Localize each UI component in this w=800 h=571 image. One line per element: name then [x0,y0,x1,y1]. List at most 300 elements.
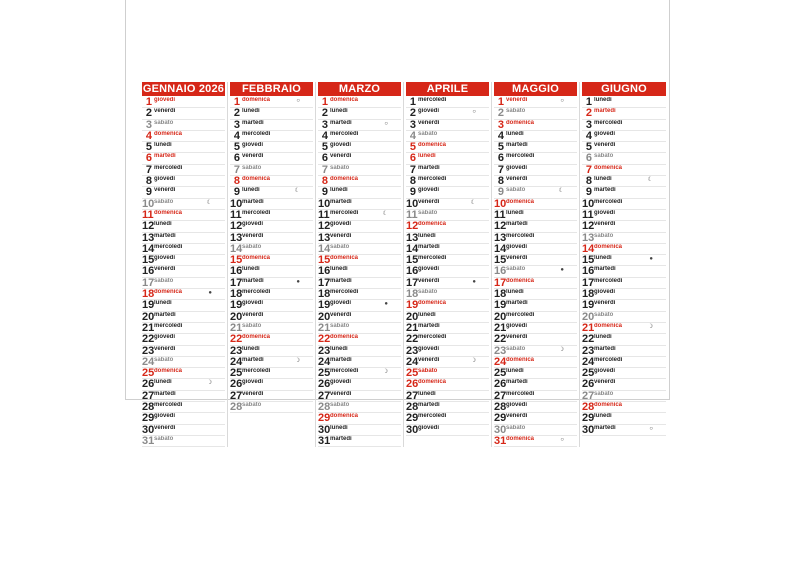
weekday-label: martedì [594,266,616,273]
weekday-label: venerdì [330,153,352,160]
day-row [142,278,225,289]
day-row [582,391,666,402]
moon-phase-icon: ○ [560,436,564,443]
day-row [406,210,489,221]
day-number: 3 [409,119,416,131]
day-row [142,153,225,164]
day-number: 25 [582,368,595,380]
day-number: 21 [582,322,595,334]
weekday-label: domenica [330,334,359,341]
weekday-label: martedì [242,119,264,126]
weekday-label: mercoledì [242,368,271,375]
moon-phase-icon: ○ [384,120,388,127]
day-row [142,187,225,198]
day-number: 1 [497,97,504,108]
day-number: 11 [142,209,154,221]
day-number: 26 [142,379,155,391]
day-number: 16 [142,266,155,278]
weekday-label: martedì [418,243,440,250]
day-number: 17 [494,277,507,289]
day-number: 7 [585,164,592,176]
weekday-label: venerdì [418,277,440,284]
day-number: 1 [145,97,152,108]
weekday-label: venerdì [594,221,616,228]
day-row [142,221,225,232]
day-row [142,97,225,108]
day-row [494,391,577,402]
weekday-label: giovedì [242,379,264,386]
day-row [582,153,666,164]
moon-phase-icon: ☽ [294,357,300,364]
day-number: 4 [497,130,504,142]
weekday-label: giovedì [154,97,176,103]
weekday-label: mercoledì [330,368,359,375]
weekday-label: giovedì [418,187,440,194]
day-row [494,221,577,232]
day-row [406,176,489,187]
day-number: 20 [494,311,507,323]
day-number: 28 [230,402,243,414]
weekday-label: domenica [418,379,447,386]
month-header: GENNAIO 2026 [142,83,225,95]
day-number: 24 [230,356,243,368]
day-row [142,108,225,119]
day-row [318,165,401,176]
day-row [406,165,489,176]
weekday-label: martedì [330,119,352,126]
day-row [142,413,225,424]
day-number: 18 [318,289,331,301]
weekday-label: venerdì [242,311,264,318]
day-number: 23 [494,345,507,357]
month-column [140,82,228,447]
day-number: 1 [233,97,240,108]
weekday-label: domenica [418,221,447,228]
day-row [230,357,313,368]
day-number: 25 [142,368,155,380]
day-row [494,165,577,176]
day-number: 31 [142,435,155,447]
day-number: 6 [321,153,328,165]
day-number: 12 [318,221,331,233]
day-row [230,199,313,210]
weekday-label: lunedì [154,142,172,149]
day-number: 1 [321,97,328,108]
day-row [582,165,666,176]
day-number: 24 [406,356,419,368]
day-number: 29 [142,413,155,425]
weekday-label: lunedì [418,311,436,318]
weekday-label: domenica [242,176,271,183]
day-number: 23 [318,345,331,357]
weekday-label: lunedì [330,187,348,194]
weekday-label: sabato [154,198,174,205]
day-number: 18 [582,289,595,301]
weekday-label: venerdì [506,334,528,341]
day-row [406,346,489,357]
weekday-label: venerdì [330,390,352,397]
weekday-label: giovedì [506,164,528,171]
day-number: 1 [409,97,416,108]
day-number: 24 [318,356,331,368]
weekday-label: martedì [506,300,528,307]
day-number: 11 [494,209,506,221]
day-row [582,97,666,108]
day-row [406,233,489,244]
weekday-label: sabato [418,289,438,296]
day-number: 7 [409,164,416,176]
day-number: 10 [142,198,155,210]
day-row [142,165,225,176]
day-row [230,176,313,187]
weekday-label: mercoledì [154,322,183,329]
day-number: 12 [406,221,419,233]
day-number: 23 [406,345,419,357]
day-row [582,131,666,142]
day-number: 19 [318,300,331,312]
day-number: 27 [230,390,243,402]
day-row [494,120,577,131]
weekday-label: sabato [506,266,526,273]
day-row [318,436,401,447]
day-row [494,357,577,368]
day-number: 26 [406,379,419,391]
day-number: 16 [494,266,507,278]
day-number: 19 [582,300,595,312]
day-number: 12 [142,221,155,233]
day-number: 7 [497,164,504,176]
weekday-label: martedì [154,390,176,397]
weekday-label: domenica [330,176,359,183]
day-number: 20 [582,311,595,323]
day-number: 6 [233,153,240,165]
day-row [318,108,401,119]
weekday-label: venerdì [594,379,616,386]
day-number: 25 [318,368,331,380]
day-number: 13 [494,232,507,244]
weekday-label: giovedì [594,130,616,137]
day-number: 9 [497,187,504,199]
weekday-label: venerdì [154,345,176,352]
day-number: 12 [230,221,243,233]
weekday-label: martedì [242,198,264,205]
day-row [230,323,313,334]
day-row [406,142,489,153]
weekday-label: mercoledì [154,243,183,250]
day-number: 12 [494,221,507,233]
day-row [142,120,225,131]
weekday-label: domenica [506,356,535,363]
weekday-label: domenica [330,413,359,420]
weekday-label: domenica [506,277,535,284]
weekday-label: lunedì [418,390,436,397]
day-number: 10 [582,198,595,210]
weekday-label: domenica [594,402,623,409]
weekday-label: mercoledì [242,289,271,296]
day-number: 16 [318,266,331,278]
day-row [406,153,489,164]
weekday-label: lunedì [506,209,524,216]
day-row [494,266,577,277]
day-row [494,346,577,357]
day-row [494,233,577,244]
day-number: 30 [142,424,155,436]
day-row [230,142,313,153]
day-number: 4 [145,130,152,142]
day-number: 20 [406,311,419,323]
day-row [318,357,401,368]
weekday-label: giovedì [330,379,352,386]
day-number: 5 [409,142,416,154]
day-row [582,323,666,334]
day-number: 16 [406,266,419,278]
day-row [582,289,666,300]
day-row [318,323,401,334]
day-row [406,425,489,436]
weekday-label: domenica [506,198,535,205]
day-row [318,266,401,277]
day-number: 20 [318,311,331,323]
weekday-label: giovedì [242,221,264,228]
day-row [494,187,577,198]
weekday-label: lunedì [594,97,612,103]
month-column [404,82,492,447]
day-number: 2 [321,108,328,120]
weekday-label: giovedì [418,108,440,115]
weekday-label: giovedì [154,255,176,262]
month-header: MARZO [318,82,401,96]
day-number: 10 [494,198,507,210]
day-row [142,323,225,334]
day-number: 23 [230,345,243,357]
weekday-label: martedì [330,435,352,442]
day-number: 22 [406,334,419,346]
weekday-label: venerdì [506,413,528,420]
day-number: 17 [318,277,331,289]
weekday-label: mercoledì [506,390,535,397]
weekday-label: sabato [242,402,262,409]
weekday-label: martedì [154,153,176,160]
day-number: 29 [406,413,419,425]
weekday-label: lunedì [418,232,436,239]
weekday-label: mercoledì [330,130,359,137]
weekday-label: venerdì [242,153,264,160]
day-number: 18 [406,289,419,301]
weekday-label: mercoledì [418,97,447,103]
day-row [406,334,489,345]
day-row [318,199,401,210]
day-row [494,142,577,153]
day-number: 29 [318,413,331,425]
weekday-label: venerdì [506,255,528,262]
day-row [318,391,401,402]
day-number: 21 [494,322,507,334]
day-row [230,120,313,131]
day-row [318,312,401,323]
day-row [142,176,225,187]
weekday-label: giovedì [330,221,352,228]
day-number: 9 [585,187,592,199]
day-row [582,368,666,379]
day-row [230,278,313,289]
day-number: 3 [321,119,328,131]
moon-phase-icon: ● [649,256,653,263]
day-number: 21 [406,322,419,334]
weekday-label: sabato [594,390,614,397]
day-row [230,255,313,266]
weekday-label: lunedì [594,334,612,341]
day-row [142,255,225,266]
day-row [230,402,313,413]
day-row [582,244,666,255]
day-number: 21 [142,322,155,334]
day-number: 8 [321,176,328,188]
day-row [142,142,225,153]
weekday-label: giovedì [154,413,176,420]
day-number: 14 [494,243,507,255]
day-row [318,153,401,164]
weekday-label: sabato [154,356,174,363]
weekday-label: domenica [594,164,623,171]
day-number: 25 [406,368,419,380]
day-number: 16 [582,266,595,278]
day-row [318,334,401,345]
weekday-label: domenica [154,209,183,216]
weekday-label: sabato [330,243,350,250]
day-row [494,210,577,221]
day-row [494,413,577,424]
weekday-label: venerdì [506,176,528,183]
weekday-label: lunedì [418,153,436,160]
day-row [230,233,313,244]
day-row [494,402,577,413]
day-number: 8 [585,176,592,188]
day-row [230,391,313,402]
day-number: 19 [142,300,155,312]
day-number: 29 [494,413,507,425]
weekday-label: sabato [242,322,262,329]
calendar-grid [140,82,668,447]
day-row [318,300,401,311]
day-number: 28 [406,402,419,414]
day-row [318,368,401,379]
day-row [494,425,577,436]
day-number: 6 [409,153,416,165]
weekday-label: martedì [330,198,352,205]
day-row [406,120,489,131]
moon-phase-icon: ☾ [294,188,300,195]
weekday-label: martedì [594,187,616,194]
day-number: 18 [494,289,507,301]
weekday-label: mercoledì [418,413,447,420]
day-number: 15 [406,255,419,267]
day-row [406,244,489,255]
weekday-label: mercoledì [330,289,359,296]
day-number: 19 [230,300,243,312]
day-row [142,357,225,368]
day-number: 6 [497,153,504,165]
day-row [406,357,489,368]
day-number: 4 [233,130,240,142]
day-row [142,289,225,300]
weekday-label: domenica [330,255,359,262]
day-number: 2 [409,108,416,120]
day-row [318,278,401,289]
month-column [228,82,316,447]
moon-phase-icon: ☽ [558,346,564,353]
day-number: 15 [318,255,331,267]
day-row [582,255,666,266]
day-number: 30 [582,424,595,436]
day-number: 8 [233,176,240,188]
weekday-label: sabato [154,119,174,126]
weekday-label: lunedì [594,255,612,262]
day-number: 26 [582,379,595,391]
day-row [230,97,313,108]
weekday-label: mercoledì [154,402,183,409]
day-number: 11 [582,209,594,221]
weekday-label: mercoledì [594,356,623,363]
moon-phase-icon: ☾ [558,188,564,195]
day-number: 11 [230,209,242,221]
day-number: 25 [494,368,507,380]
weekday-label: martedì [330,277,352,284]
weekday-label: venerdì [418,119,440,126]
day-number: 25 [230,368,243,380]
day-number: 24 [494,356,507,368]
day-row [582,199,666,210]
day-number: 17 [230,277,243,289]
day-row [230,289,313,300]
day-row [142,266,225,277]
day-row [406,221,489,232]
weekday-label: sabato [594,153,614,160]
day-number: 28 [494,402,507,414]
weekday-label: mercoledì [594,198,623,205]
day-number: 7 [233,164,240,176]
day-row [406,199,489,210]
weekday-label: lunedì [506,368,524,375]
moon-phase-icon: ○ [296,98,300,104]
day-row [318,244,401,255]
day-row [406,300,489,311]
day-row [406,187,489,198]
weekday-label: giovedì [154,176,176,183]
moon-phase-icon: ☽ [647,323,653,330]
day-number: 3 [145,119,152,131]
day-number: 5 [497,142,504,154]
day-number: 15 [230,255,243,267]
day-number: 20 [230,311,243,323]
weekday-label: domenica [242,255,271,262]
weekday-label: martedì [242,277,264,284]
weekday-label: martedì [330,356,352,363]
moon-phase-icon: ● [208,290,212,297]
weekday-label: martedì [506,379,528,386]
day-row [142,425,225,436]
day-row [230,334,313,345]
weekday-label: sabato [506,187,526,194]
weekday-label: sabato [242,164,262,171]
weekday-label: mercoledì [242,209,271,216]
weekday-label: venerdì [418,356,440,363]
day-row [494,334,577,345]
day-number: 16 [230,266,243,278]
day-number: 14 [582,243,595,255]
day-row [494,300,577,311]
weekday-label: giovedì [506,322,528,329]
weekday-label: lunedì [330,424,348,431]
